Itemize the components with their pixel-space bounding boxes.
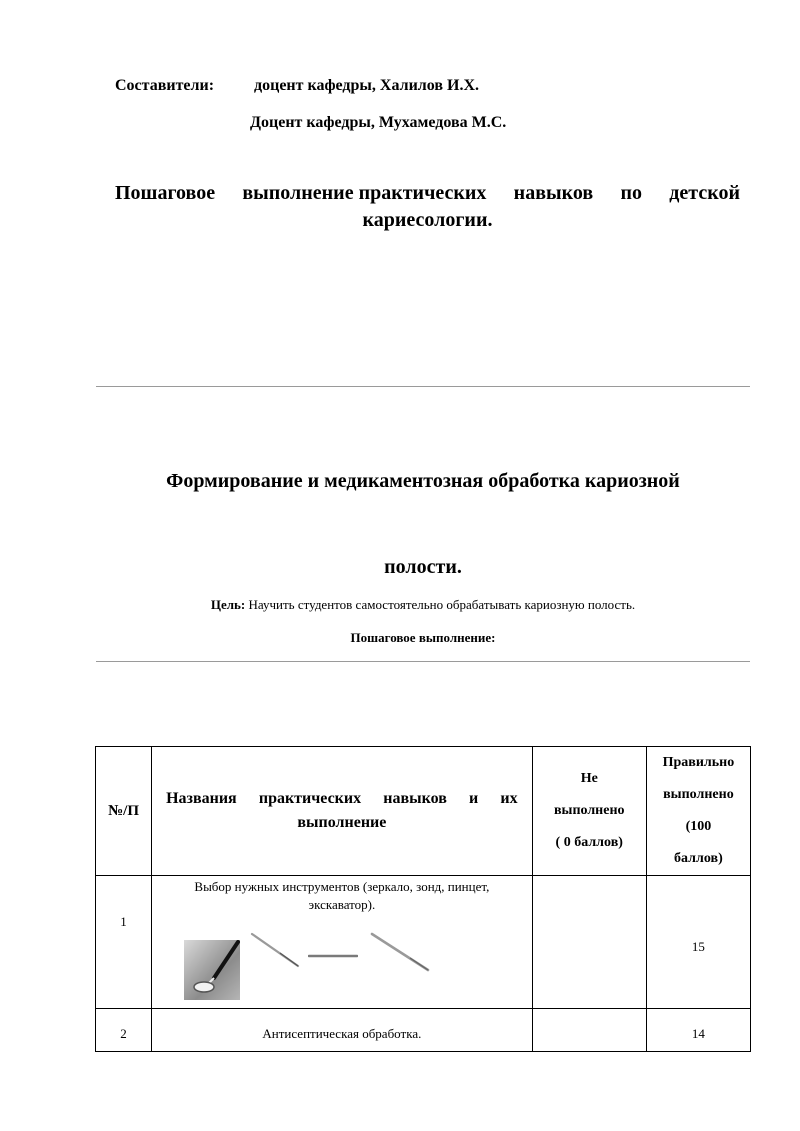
dental-mirror-icon [184, 940, 240, 1000]
instruments-images [152, 914, 532, 994]
dental-probe-icon [250, 932, 302, 970]
header-text: выполнено [663, 787, 734, 802]
header-word: выполнение [297, 814, 387, 831]
header-text: (100 [685, 819, 712, 834]
row-skill-name: Антисептическая обработка. [152, 1009, 533, 1052]
divider-line [96, 661, 750, 662]
row-score: 15 [646, 876, 750, 1009]
header-text: Правильно [662, 755, 735, 770]
goal-label: Цель: [210, 597, 246, 612]
header-word: навыков [383, 790, 447, 807]
title-word: Пошаговое [115, 182, 216, 204]
header-text: Не [580, 771, 598, 786]
row-text-line: Выбор нужных инструментов (зеркало, зонд, пинцет, [194, 879, 490, 894]
author-1: доцент кафедры, Халилов И.Х. [254, 77, 480, 94]
title-word: выполнение практических [242, 182, 487, 204]
document-title [115, 180, 740, 234]
row-skill-name [152, 876, 533, 1009]
excavator-icon [370, 932, 432, 974]
header-word: практических [258, 790, 362, 807]
author-2: Доцент кафедры, Мухамедова М.С. [250, 114, 507, 131]
row-not-done [532, 1009, 646, 1052]
table-row [96, 876, 751, 1009]
authors-label: Составители: [115, 77, 215, 94]
section-title-line-2: полости. [384, 556, 462, 578]
header-skill-name [152, 747, 533, 876]
title-word: по [620, 182, 642, 204]
header-word: их [500, 790, 518, 807]
table-row [96, 1009, 751, 1052]
row-number: 1 [96, 876, 152, 1009]
divider-line [96, 386, 750, 387]
header-text: баллов) [674, 851, 723, 866]
title-line-2: кариесологии. [362, 209, 493, 231]
table-header-row [96, 747, 751, 876]
tweezers-icon [308, 952, 358, 960]
goal-text: Научить студентов самостоятельно обрабатывать кариозную полость. [248, 597, 636, 612]
header-text: ( 0 баллов) [555, 835, 623, 850]
goal-statement [96, 597, 750, 613]
header-word: Названия [166, 790, 237, 807]
header-number: №/П [96, 747, 152, 876]
header-done-correctly [646, 747, 750, 876]
header-text: выполнено [553, 803, 625, 818]
steps-label: Пошаговое выполнение: [350, 630, 496, 645]
row-not-done [532, 876, 646, 1009]
title-word: навыков [513, 182, 594, 204]
header-word: и [469, 790, 479, 807]
skills-table [95, 746, 751, 1052]
row-text-line: экскаватор). [308, 897, 376, 912]
header-not-done [532, 747, 646, 876]
row-number: 2 [96, 1009, 152, 1052]
section-title-line-1: Формирование и медикаментозная обработка кариозной [166, 470, 680, 492]
row-score: 14 [646, 1009, 750, 1052]
title-word: детской [669, 182, 740, 204]
